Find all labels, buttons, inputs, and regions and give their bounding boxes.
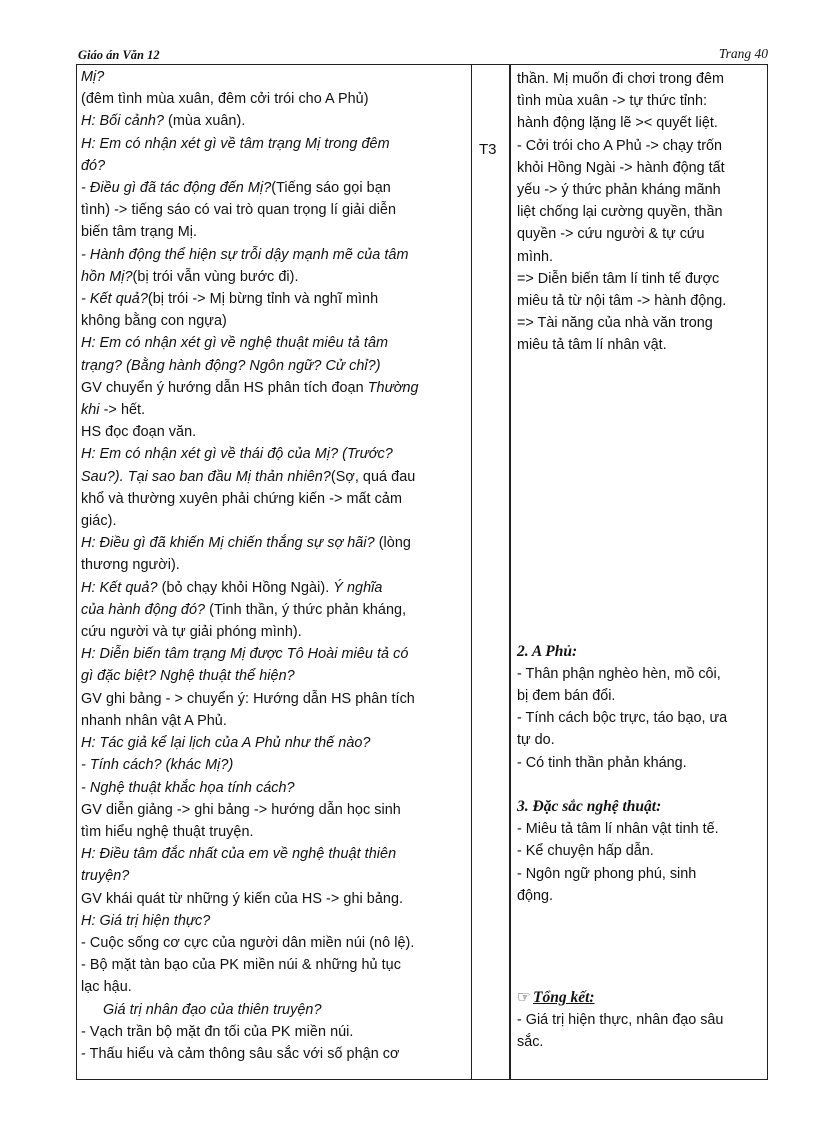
text-line: - Vạch trần bộ mặt đn tối của PK miền núi. (81, 1023, 354, 1040)
text-line: H: Kết quả? (bỏ chạy khỏi Hồng Ngài). Ý nghĩa (81, 579, 383, 596)
text-line: hành động lặng lẽ >< quyết liệt. (517, 115, 718, 132)
text-line: không bằng con ngựa) (81, 313, 227, 330)
time-mark: T3 (479, 141, 497, 158)
text-line: H: Tác giả kể lại lịch của A Phủ như thế nào? (81, 735, 371, 752)
text-line: Sau?). Tại sao ban đầu Mị thản nhiên?(Sợ, quá đau (81, 468, 416, 485)
page-header (78, 48, 768, 64)
lesson-content-column (510, 65, 768, 1079)
text-line: H: Em có nhận xét gì về tâm trạng Mị trong đêm (81, 135, 390, 152)
text-line: GV chuyển ý hướng dẫn HS phân tích đoạn Thường (81, 379, 419, 396)
text-line: biến tâm trạng Mị. (81, 224, 198, 241)
text-line: - Bộ mặt tàn bạo của PK miền núi & những hủ tục (81, 957, 401, 974)
text-line: H: Điều tâm đắc nhất của em về nghệ thuật thiên (81, 846, 397, 863)
text-line: miêu tả từ nội tâm -> hành động. (517, 293, 727, 310)
document-title: Giáo án Văn 12 (78, 48, 160, 62)
text-line: - Thân phận nghèo hèn, mồ côi, (517, 665, 721, 682)
text-line: H: Diễn biến tâm trạng Mị được Tô Hoài miêu tả có (81, 646, 409, 663)
text-line: H: Giá trị hiện thực? (81, 912, 211, 929)
text-line: động. (517, 887, 554, 904)
pointing-hand-icon: ☞ (517, 989, 531, 1007)
text-line: H: Bối cảnh? (mùa xuân). (81, 113, 246, 130)
text-line: - Thấu hiểu và cảm thông sâu sắc với số phận cơ (81, 1045, 400, 1062)
text-line: - Cuộc sống cơ cực của người dân miền núi (nô lệ). (81, 934, 415, 951)
text-line: nhanh nhân vật A Phủ. (81, 712, 227, 729)
text-line: H: Em có nhận xét gì về nghệ thuật miêu tả tâm (81, 335, 389, 352)
text-line: tình mùa xuân -> tự thức tỉnh: (517, 93, 708, 110)
section-title-a-phu: 2. A Phủ: (517, 642, 578, 660)
text-line: GV diễn giảng -> ghi bảng -> hướng dẫn học sinh (81, 801, 401, 818)
text-line: thần. Mị muốn đi chơi trong đêm (517, 71, 725, 87)
text-line: - Hành động thể hiện sự trỗi dậy mạnh mẽ của tâm (81, 246, 409, 263)
text-line: - Điều gì đã tác động đến Mị?(Tiếng sáo gọi bạn (81, 180, 391, 197)
text-line: quyền -> cứu người & tự cứu (517, 226, 705, 243)
text-line: - Miêu tả tâm lí nhân vật tinh tế. (517, 821, 719, 838)
text-line: thương người). (81, 557, 180, 574)
section-title-art: 3. Đặc sắc nghệ thuật: (517, 798, 662, 816)
text-line: hồn Mị?(bị trói vẫn vùng bước đi). (81, 268, 299, 285)
text-line: GV ghi bảng - > chuyển ý: Hướng dẫn HS phân tích (81, 690, 415, 707)
text-line: - Ngôn ngữ phong phú, sinh (517, 865, 697, 882)
spacer (517, 774, 762, 796)
text-line: GV khái quát từ những ý kiến của HS -> ghi bảng. (81, 890, 404, 907)
text-line: sắc. (517, 1034, 544, 1051)
text-line: gì đặc biệt? Nghệ thuật thể hiện? (81, 668, 295, 685)
text-line: Giá trị nhân đạo của thiên truyện? (103, 1001, 322, 1018)
text-line: lạc hậu. (81, 979, 132, 996)
text-line: H: Điều gì đã khiến Mị chiến thắng sự sợ hãi? (lòng (81, 535, 411, 552)
text-line: Mị? (81, 69, 105, 85)
text-line: yếu -> ý thức phản kháng mãnh (517, 182, 721, 199)
text-line: giác). (81, 513, 117, 530)
text-line: truyện? (81, 868, 130, 885)
time-column (472, 65, 510, 1079)
text-line: khổ và thường xuyên phải chứng kiến -> mất cảm (81, 490, 402, 507)
text-line: đó? (81, 157, 106, 174)
text-line: - Nghệ thuật khắc họa tính cách? (81, 779, 295, 796)
text-line: - Cởi trói cho A Phủ -> chạy trốn (517, 137, 723, 154)
lesson-table (76, 64, 768, 1080)
text-line: khi -> hết. (81, 402, 146, 419)
text-line: => Tài năng của nhà văn trong (517, 315, 713, 332)
text-line: khỏi Hồng Ngài -> hành động tất (517, 159, 725, 176)
section-title-summary: ☞ Tổng kết: (517, 987, 762, 1009)
text-line: (đêm tình mùa xuân, đêm cởi trói cho A Phủ) (81, 91, 369, 108)
text-line: bị đem bán đổi. (517, 688, 616, 705)
text-line: - Kể chuyện hấp dẫn. (517, 843, 654, 860)
text-line: mình. (517, 248, 553, 265)
text-line: - Tính cách? (khác Mị?) (81, 757, 234, 774)
text-line: tự do. (517, 732, 555, 749)
text-line: cứu người và tự giải phóng mình). (81, 624, 302, 641)
text-line: - Giá trị hiện thực, nhân đạo sâu (517, 1012, 724, 1029)
page-number: Trang 40 (718, 46, 768, 61)
text-line: trạng? (Bằng hành động? Ngôn ngữ? Cử chỉ?) (81, 357, 381, 374)
text-line: => Diễn biến tâm lí tinh tế được (517, 270, 720, 287)
text-line: - Tính cách bộc trực, táo bạo, ưa (517, 710, 728, 727)
text-line: tình) -> tiếng sáo có vai trò quan trọng lí giải diễn (81, 202, 397, 219)
teacher-student-activity-column (76, 65, 472, 1079)
text-line: HS đọc đoạn văn. (81, 424, 197, 441)
text-line: - Có tinh thần phản kháng. (517, 754, 687, 771)
text-line: H: Em có nhận xét gì về thái độ của Mị? (Trước? (81, 446, 393, 463)
text-line: liệt chống lại cường quyền, thần (517, 204, 723, 221)
spacer (517, 357, 762, 641)
text-line: của hành động đó? (Tinh thần, ý thức phản kháng, (81, 601, 407, 618)
text-line: tìm hiểu nghệ thuật truyện. (81, 823, 254, 840)
spacer (517, 907, 762, 987)
text-line: miêu tả tâm lí nhân vật. (517, 337, 667, 354)
text-line: - Kết quả?(bị trói -> Mị bừng tỉnh và nghĩ mình (81, 291, 379, 308)
